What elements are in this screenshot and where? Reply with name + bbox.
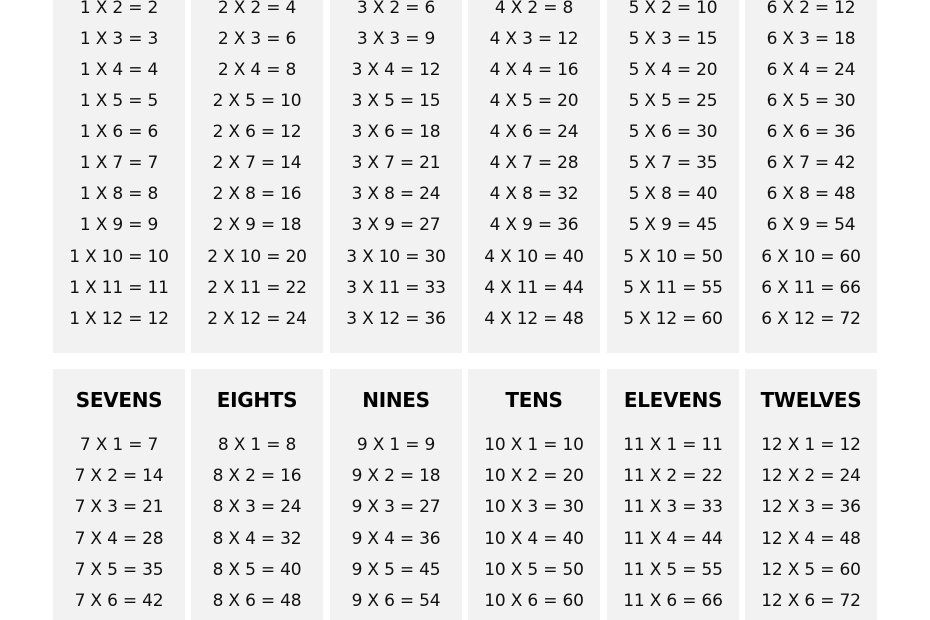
table-line: 11 X 4 = 44: [623, 529, 723, 549]
table-line: 8 X 2 = 16: [212, 466, 302, 486]
table-line: 5 X 9 = 45: [628, 215, 718, 235]
table-title: SEVENS: [75, 388, 163, 412]
ones-table-card: [53, 0, 185, 353]
table-line: 2 X 5 = 10: [212, 91, 302, 111]
table-line: 1 X 11 = 11: [69, 278, 169, 298]
table-line: 3 X 4 = 12: [351, 60, 441, 80]
table-line: 2 X 2 = 4: [217, 0, 297, 18]
table-line: 5 X 6 = 30: [628, 122, 718, 142]
table-title: TENS: [505, 388, 563, 412]
table-line: 9 X 5 = 45: [351, 560, 441, 580]
table-line: 5 X 7 = 35: [628, 153, 718, 173]
table-title: TWELVES: [760, 388, 862, 412]
table-line: 8 X 1 = 8: [217, 435, 297, 455]
table-line: 2 X 9 = 18: [212, 215, 302, 235]
table-line: 9 X 4 = 36: [351, 529, 441, 549]
table-line: 3 X 12 = 36: [346, 309, 446, 329]
table-line: 12 X 1 = 12: [761, 435, 861, 455]
table-line: 2 X 10 = 20: [207, 247, 307, 267]
table-line: 1 X 3 = 3: [79, 29, 159, 49]
twelves-table-card: [745, 369, 877, 620]
table-line: 10 X 5 = 50: [484, 560, 584, 580]
table-line: 8 X 3 = 24: [212, 497, 302, 517]
table-line: 1 X 7 = 7: [79, 153, 159, 173]
table-line: 4 X 10 = 40: [484, 247, 584, 267]
table-line: 11 X 6 = 66: [623, 591, 723, 611]
table-line: 8 X 5 = 40: [212, 560, 302, 580]
table-line: 3 X 5 = 15: [351, 91, 441, 111]
table-line: 7 X 6 = 42: [74, 591, 164, 611]
table-line: 7 X 1 = 7: [79, 435, 159, 455]
table-line: 3 X 10 = 30: [346, 247, 446, 267]
sixes-table-card: [745, 0, 877, 353]
table-line: 6 X 9 = 54: [766, 215, 856, 235]
table-line: 4 X 11 = 44: [484, 278, 584, 298]
table-line: 6 X 6 = 36: [766, 122, 856, 142]
table-line: 3 X 8 = 24: [351, 184, 441, 204]
table-title: ELEVENS: [623, 388, 723, 412]
table-line: 12 X 5 = 60: [761, 560, 861, 580]
table-line: 4 X 4 = 16: [489, 60, 579, 80]
table-line: 1 X 6 = 6: [79, 122, 159, 142]
table-line: 12 X 4 = 48: [761, 529, 861, 549]
table-line: 4 X 9 = 36: [489, 215, 579, 235]
table-line: 2 X 8 = 16: [212, 184, 302, 204]
table-line: 3 X 6 = 18: [351, 122, 441, 142]
table-title: NINES: [362, 388, 430, 412]
table-line: 6 X 11 = 66: [761, 278, 861, 298]
table-line: 1 X 5 = 5: [79, 91, 159, 111]
table-line: 4 X 5 = 20: [489, 91, 579, 111]
table-line: 9 X 2 = 18: [351, 466, 441, 486]
fours-table-card: [468, 0, 600, 353]
table-line: 7 X 4 = 28: [74, 529, 164, 549]
table-line: 10 X 4 = 40: [484, 529, 584, 549]
table-line: 2 X 4 = 8: [217, 60, 297, 80]
table-line: 2 X 7 = 14: [212, 153, 302, 173]
table-line: 2 X 6 = 12: [212, 122, 302, 142]
table-line: 2 X 3 = 6: [217, 29, 297, 49]
threes-table-card: [330, 0, 462, 353]
table-title: EIGHTS: [216, 388, 298, 412]
table-line: 1 X 8 = 8: [79, 184, 159, 204]
table-line: 4 X 7 = 28: [489, 153, 579, 173]
table-line: 8 X 4 = 32: [212, 529, 302, 549]
table-line: 10 X 3 = 30: [484, 497, 584, 517]
table-line: 12 X 2 = 24: [761, 466, 861, 486]
table-line: 10 X 6 = 60: [484, 591, 584, 611]
table-line: 9 X 6 = 54: [351, 591, 441, 611]
table-line: 4 X 6 = 24: [489, 122, 579, 142]
nines-table-card: [330, 369, 462, 620]
tens-table-card: [468, 369, 600, 620]
table-line: 11 X 2 = 22: [623, 466, 723, 486]
table-line: 6 X 8 = 48: [766, 184, 856, 204]
table-line: 5 X 11 = 55: [623, 278, 723, 298]
table-line: 10 X 1 = 10: [484, 435, 584, 455]
table-line: 5 X 5 = 25: [628, 91, 718, 111]
table-line: 9 X 3 = 27: [351, 497, 441, 517]
table-line: 4 X 3 = 12: [489, 29, 579, 49]
table-line: 3 X 7 = 21: [351, 153, 441, 173]
table-line: 12 X 3 = 36: [761, 497, 861, 517]
table-line: 5 X 8 = 40: [628, 184, 718, 204]
table-line: 5 X 4 = 20: [628, 60, 718, 80]
table-line: 3 X 9 = 27: [351, 215, 441, 235]
table-line: 6 X 2 = 12: [766, 0, 856, 18]
table-line: 1 X 10 = 10: [69, 247, 169, 267]
table-line: 11 X 5 = 55: [623, 560, 723, 580]
table-line: 7 X 2 = 14: [74, 466, 164, 486]
table-line: 3 X 2 = 6: [356, 0, 436, 18]
table-line: 1 X 2 = 2: [79, 0, 159, 18]
table-line: 5 X 12 = 60: [623, 309, 723, 329]
table-line: 5 X 3 = 15: [628, 29, 718, 49]
eights-table-card: [191, 369, 323, 620]
twos-table-card: [191, 0, 323, 353]
table-line: 12 X 6 = 72: [761, 591, 861, 611]
table-line: 3 X 11 = 33: [346, 278, 446, 298]
table-line: 1 X 12 = 12: [69, 309, 169, 329]
table-line: 2 X 11 = 22: [207, 278, 307, 298]
table-line: 4 X 12 = 48: [484, 309, 584, 329]
table-line: 10 X 2 = 20: [484, 466, 584, 486]
table-line: 6 X 5 = 30: [766, 91, 856, 111]
elevens-table-card: [607, 369, 739, 620]
table-line: 11 X 1 = 11: [623, 435, 723, 455]
table-line: 2 X 12 = 24: [207, 309, 307, 329]
table-line: 3 X 3 = 9: [356, 29, 436, 49]
table-line: 11 X 3 = 33: [623, 497, 723, 517]
table-line: 6 X 3 = 18: [766, 29, 856, 49]
table-line: 4 X 2 = 8: [494, 0, 574, 18]
table-line: 1 X 4 = 4: [79, 60, 159, 80]
table-line: 6 X 7 = 42: [766, 153, 856, 173]
table-line: 9 X 1 = 9: [356, 435, 436, 455]
fives-table-card: [607, 0, 739, 353]
table-line: 6 X 10 = 60: [761, 247, 861, 267]
table-line: 7 X 3 = 21: [74, 497, 164, 517]
sevens-table-card: [53, 369, 185, 620]
table-line: 6 X 12 = 72: [761, 309, 861, 329]
table-line: 6 X 4 = 24: [766, 60, 856, 80]
table-line: 5 X 10 = 50: [623, 247, 723, 267]
table-line: 4 X 8 = 32: [489, 184, 579, 204]
table-line: 5 X 2 = 10: [628, 0, 718, 18]
table-line: 7 X 5 = 35: [74, 560, 164, 580]
table-line: 1 X 9 = 9: [79, 215, 159, 235]
table-line: 8 X 6 = 48: [212, 591, 302, 611]
